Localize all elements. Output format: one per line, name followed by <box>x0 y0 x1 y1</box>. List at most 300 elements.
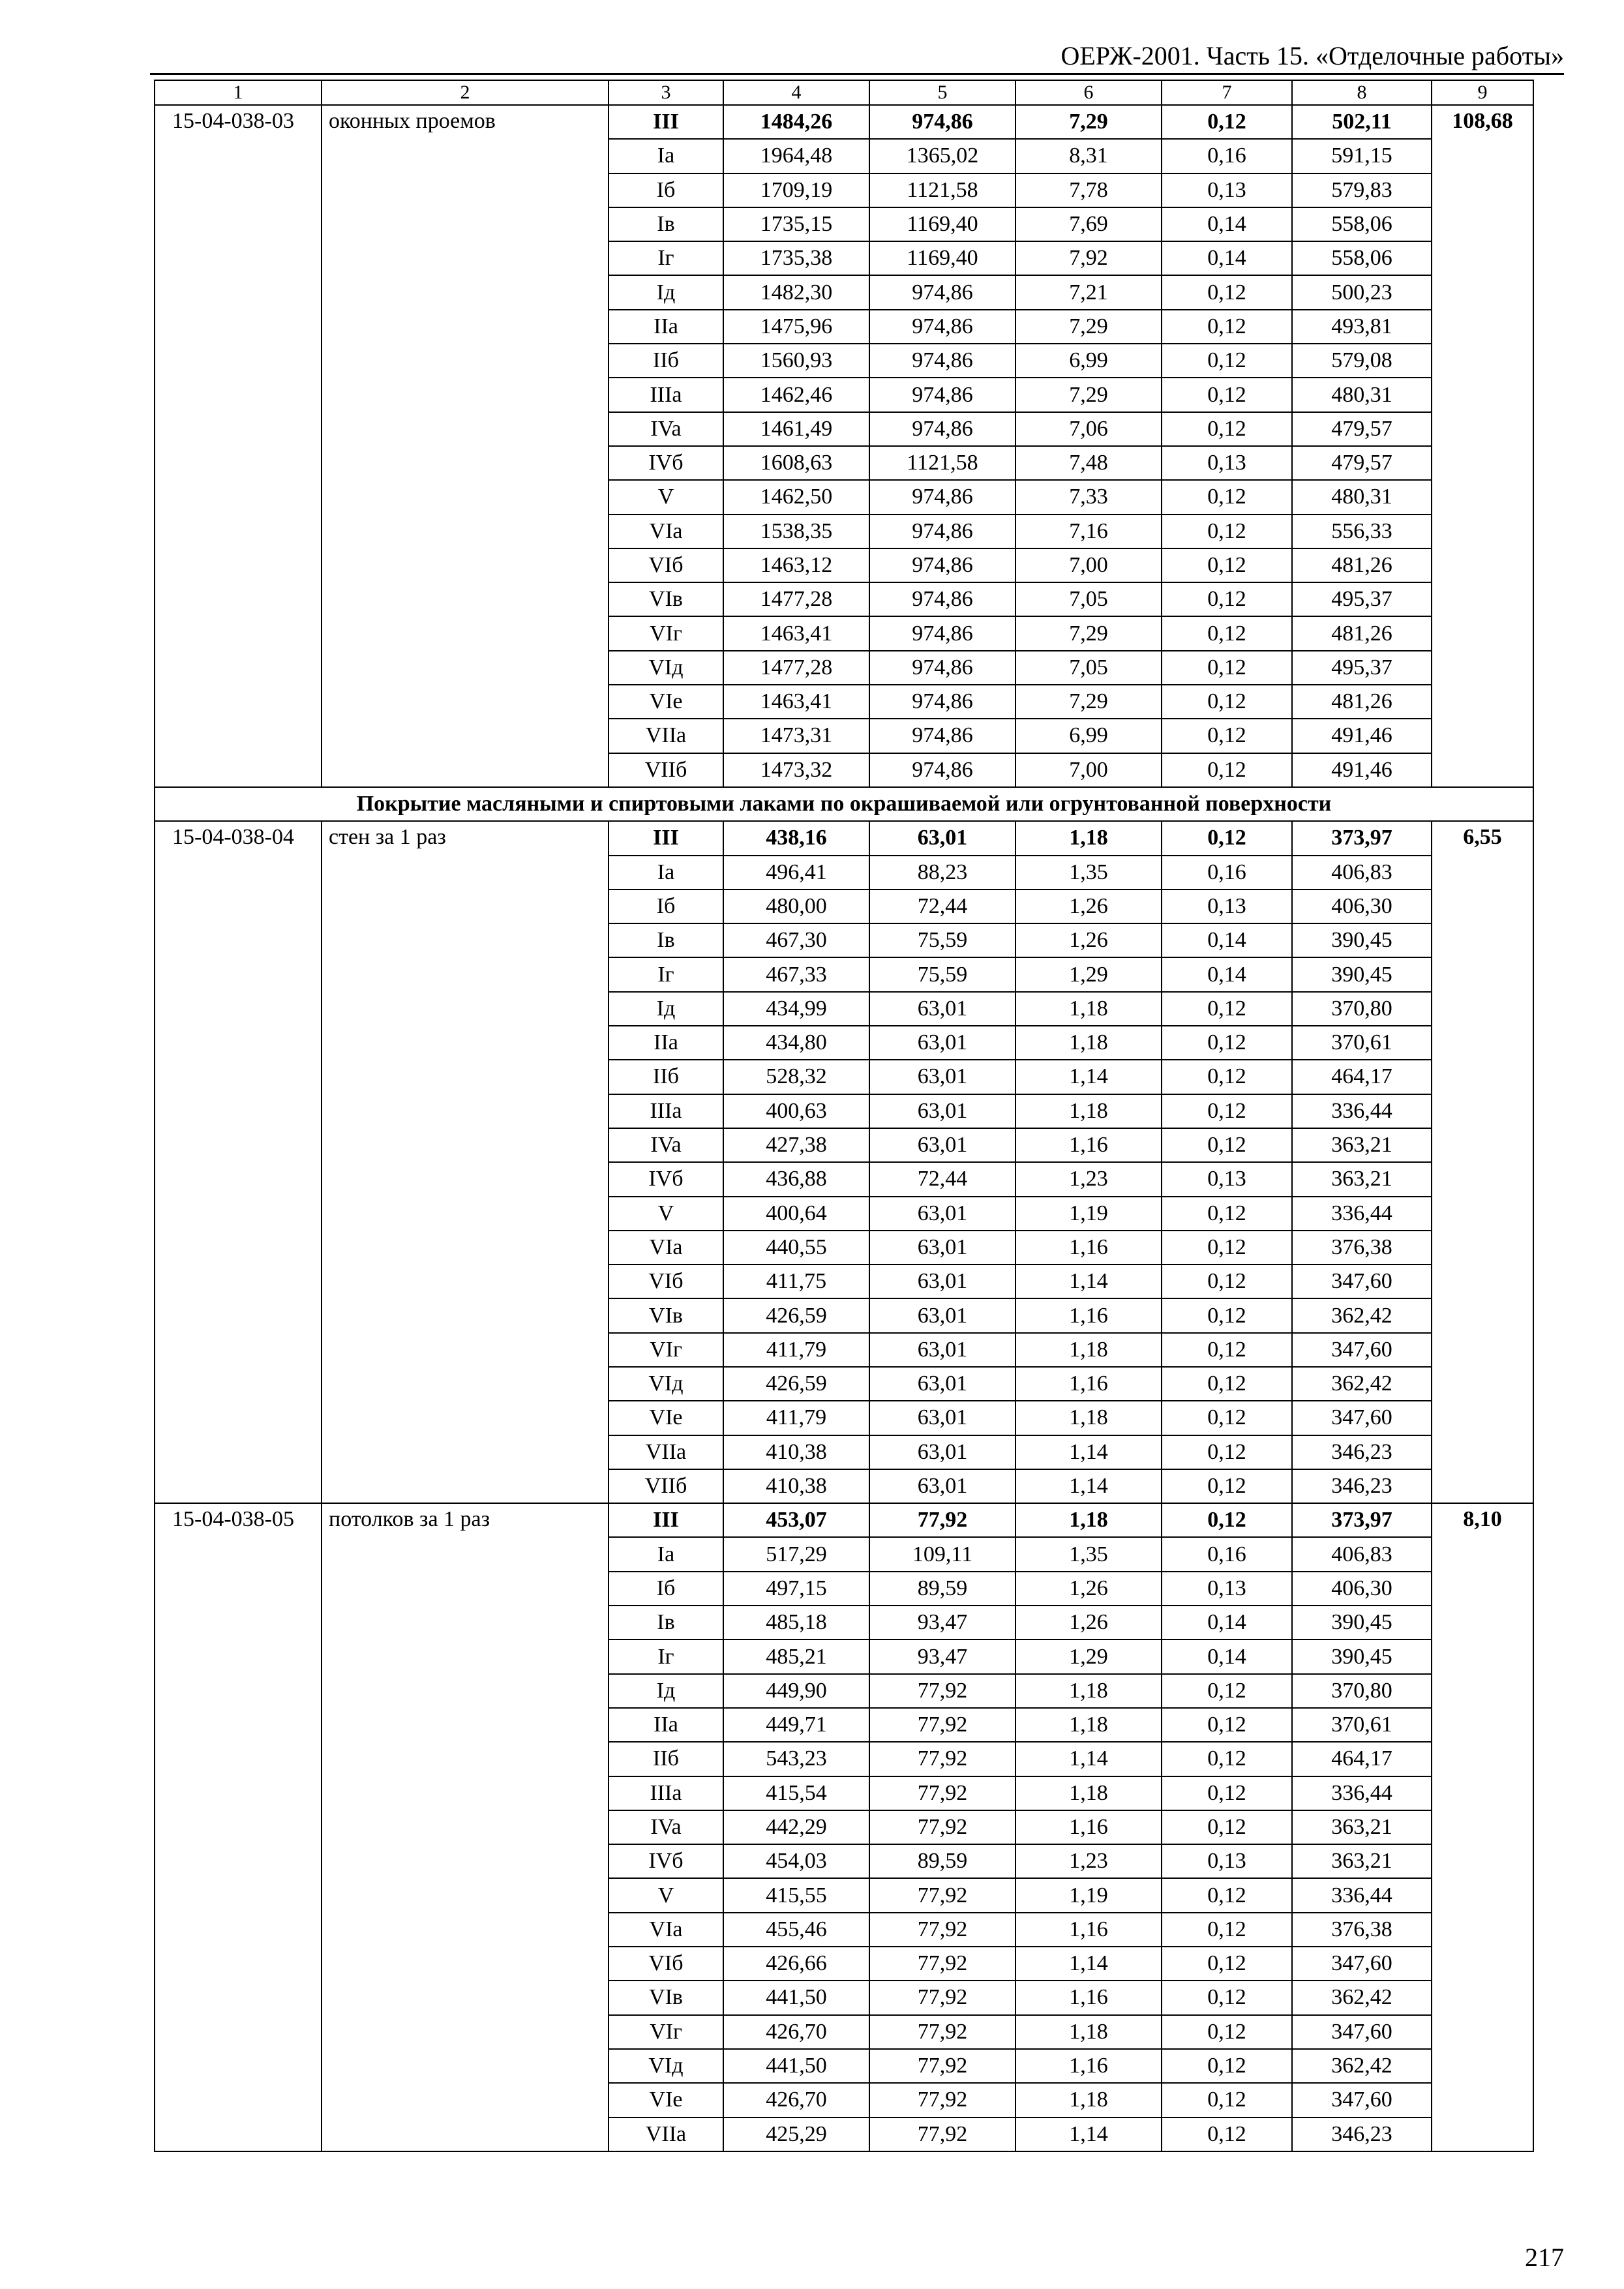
table-row <box>155 821 1533 855</box>
wages-cell: 72,44 <box>869 1162 1015 1196</box>
wages-cell: 63,01 <box>869 1333 1015 1367</box>
materials-cell: 591,15 <box>1292 139 1432 173</box>
machines-cell: 1,18 <box>1015 1401 1162 1435</box>
machines-cell: 1,26 <box>1015 1606 1162 1639</box>
zone-cell: VIг <box>609 616 723 650</box>
drivers-wages-cell: 0,12 <box>1162 2117 1292 2151</box>
total-cost-cell: 426,70 <box>723 2083 869 2117</box>
table-body <box>155 105 1533 2151</box>
total-cost-cell: 1475,96 <box>723 310 869 344</box>
drivers-wages-cell: 0,12 <box>1162 2083 1292 2117</box>
machines-cell: 1,19 <box>1015 1197 1162 1231</box>
materials-cell: 481,26 <box>1292 685 1432 719</box>
zone-cell: Ia <box>609 856 723 890</box>
machines-cell: 7,29 <box>1015 310 1162 344</box>
drivers-wages-cell: 0,12 <box>1162 992 1292 1026</box>
materials-cell: 362,42 <box>1292 1298 1432 1332</box>
zone-cell: VIIб <box>609 1469 723 1503</box>
wages-cell: 63,01 <box>869 821 1015 855</box>
rate-code-cell: 15-04-038-04 <box>155 821 322 1503</box>
machines-cell: 1,14 <box>1015 1947 1162 1981</box>
wages-cell: 77,92 <box>869 2015 1015 2049</box>
total-cost-cell: 1484,26 <box>723 105 869 139</box>
drivers-wages-cell: 0,12 <box>1162 1981 1292 2014</box>
machines-cell: 1,16 <box>1015 1128 1162 1162</box>
materials-cell: 346,23 <box>1292 1435 1432 1469</box>
zone-cell: IIб <box>609 344 723 378</box>
materials-cell: 406,30 <box>1292 1572 1432 1606</box>
materials-cell: 390,45 <box>1292 957 1432 991</box>
zone-cell: Iб <box>609 890 723 923</box>
drivers-wages-cell: 0,12 <box>1162 753 1292 787</box>
machines-cell: 1,16 <box>1015 2049 1162 2083</box>
machines-cell: 6,99 <box>1015 719 1162 753</box>
materials-cell: 347,60 <box>1292 1333 1432 1367</box>
total-cost-cell: 442,29 <box>723 1810 869 1844</box>
machines-cell: 1,18 <box>1015 1674 1162 1708</box>
drivers-wages-cell: 0,12 <box>1162 1128 1292 1162</box>
drivers-wages-cell: 0,12 <box>1162 1810 1292 1844</box>
materials-cell: 406,83 <box>1292 1537 1432 1571</box>
drivers-wages-cell: 0,12 <box>1162 2015 1292 2049</box>
zone-cell: IIIa <box>609 1094 723 1128</box>
drivers-wages-cell: 0,12 <box>1162 378 1292 411</box>
wages-cell: 77,92 <box>869 1674 1015 1708</box>
machines-cell: 7,29 <box>1015 378 1162 411</box>
drivers-wages-cell: 0,12 <box>1162 1060 1292 1094</box>
zone-cell: IIб <box>609 1060 723 1094</box>
total-cost-cell: 1463,41 <box>723 685 869 719</box>
total-cost-cell: 485,18 <box>723 1606 869 1639</box>
column-number: 5 <box>869 80 1015 105</box>
machines-cell: 7,78 <box>1015 173 1162 207</box>
drivers-wages-cell: 0,12 <box>1162 1231 1292 1264</box>
materials-cell: 500,23 <box>1292 275 1432 309</box>
total-cost-cell: 1463,41 <box>723 616 869 650</box>
zone-cell: Iв <box>609 923 723 957</box>
drivers-wages-cell: 0,12 <box>1162 1878 1292 1912</box>
materials-cell: 347,60 <box>1292 1947 1432 1981</box>
wages-cell: 63,01 <box>869 1026 1015 1060</box>
machines-cell: 1,16 <box>1015 1298 1162 1332</box>
zone-cell: VIв <box>609 1298 723 1332</box>
machines-cell: 1,29 <box>1015 957 1162 991</box>
machines-cell: 1,23 <box>1015 1844 1162 1878</box>
materials-cell: 346,23 <box>1292 1469 1432 1503</box>
total-cost-cell: 1477,28 <box>723 651 869 685</box>
total-cost-cell: 1473,31 <box>723 719 869 753</box>
drivers-wages-cell: 0,16 <box>1162 139 1292 173</box>
wages-cell: 77,92 <box>869 2083 1015 2117</box>
machines-cell: 1,18 <box>1015 1333 1162 1367</box>
zone-cell: VIб <box>609 548 723 582</box>
total-cost-cell: 1462,46 <box>723 378 869 411</box>
wages-cell: 77,92 <box>869 2049 1015 2083</box>
zone-cell: Iб <box>609 173 723 207</box>
total-cost-cell: 1608,63 <box>723 446 869 480</box>
wages-cell: 93,47 <box>869 1606 1015 1639</box>
column-number: 9 <box>1432 80 1533 105</box>
total-cost-cell: 1735,38 <box>723 241 869 275</box>
zone-cell: VIa <box>609 515 723 548</box>
wages-cell: 109,11 <box>869 1537 1015 1571</box>
machines-cell: 7,69 <box>1015 207 1162 241</box>
materials-cell: 479,57 <box>1292 412 1432 446</box>
zone-cell: III <box>609 1503 723 1537</box>
total-cost-cell: 400,63 <box>723 1094 869 1128</box>
machines-cell: 1,14 <box>1015 1264 1162 1298</box>
zone-cell: VIIб <box>609 753 723 787</box>
wages-cell: 974,86 <box>869 685 1015 719</box>
zone-cell: V <box>609 1197 723 1231</box>
zone-cell: VIв <box>609 1981 723 2014</box>
total-cost-cell: 485,21 <box>723 1639 869 1673</box>
machines-cell: 7,00 <box>1015 548 1162 582</box>
column-number: 6 <box>1015 80 1162 105</box>
machines-cell: 1,14 <box>1015 2117 1162 2151</box>
total-cost-cell: 1735,15 <box>723 207 869 241</box>
column-number: 7 <box>1162 80 1292 105</box>
machines-cell: 1,16 <box>1015 1913 1162 1947</box>
zone-cell: VIб <box>609 1264 723 1298</box>
total-cost-cell: 426,59 <box>723 1298 869 1332</box>
materials-cell: 579,08 <box>1292 344 1432 378</box>
materials-cell: 370,61 <box>1292 1708 1432 1742</box>
zone-cell: Iд <box>609 1674 723 1708</box>
materials-cell: 495,37 <box>1292 651 1432 685</box>
total-cost-cell: 480,00 <box>723 890 869 923</box>
work-description-cell: оконных проемов <box>322 105 609 787</box>
total-cost-cell: 441,50 <box>723 1981 869 2014</box>
drivers-wages-cell: 0,12 <box>1162 310 1292 344</box>
machines-cell: 1,18 <box>1015 1094 1162 1128</box>
materials-cell: 491,46 <box>1292 753 1432 787</box>
materials-cell: 493,81 <box>1292 310 1432 344</box>
total-cost-cell: 1461,49 <box>723 412 869 446</box>
materials-cell: 480,31 <box>1292 480 1432 514</box>
total-cost-cell: 400,64 <box>723 1197 869 1231</box>
materials-cell: 362,42 <box>1292 2049 1432 2083</box>
drivers-wages-cell: 0,12 <box>1162 1708 1292 1742</box>
zone-cell: VIe <box>609 685 723 719</box>
machines-cell: 1,18 <box>1015 821 1162 855</box>
wages-cell: 63,01 <box>869 1401 1015 1435</box>
total-cost-cell: 528,32 <box>723 1060 869 1094</box>
wages-cell: 77,92 <box>869 1503 1015 1537</box>
machines-cell: 1,18 <box>1015 2083 1162 2117</box>
total-cost-cell: 441,50 <box>723 2049 869 2083</box>
zone-cell: IVa <box>609 1810 723 1844</box>
total-cost-cell: 543,23 <box>723 1742 869 1776</box>
table-row <box>155 1503 1533 1537</box>
machines-cell: 6,99 <box>1015 344 1162 378</box>
materials-cell: 347,60 <box>1292 2015 1432 2049</box>
total-cost-cell: 410,38 <box>723 1469 869 1503</box>
zone-cell: IIa <box>609 310 723 344</box>
zone-cell: Ia <box>609 1537 723 1571</box>
machines-cell: 7,29 <box>1015 616 1162 650</box>
wages-cell: 63,01 <box>869 1435 1015 1469</box>
zone-cell: VIб <box>609 1947 723 1981</box>
machines-cell: 1,16 <box>1015 1367 1162 1401</box>
drivers-wages-cell: 0,12 <box>1162 1298 1292 1332</box>
wages-cell: 1169,40 <box>869 241 1015 275</box>
wages-cell: 77,92 <box>869 1913 1015 1947</box>
column-number-row <box>155 80 1533 105</box>
total-cost-cell: 425,29 <box>723 2117 869 2151</box>
zone-cell: IVa <box>609 1128 723 1162</box>
total-cost-cell: 517,29 <box>723 1537 869 1571</box>
drivers-wages-cell: 0,14 <box>1162 207 1292 241</box>
total-cost-cell: 454,03 <box>723 1844 869 1878</box>
wages-cell: 974,86 <box>869 582 1015 616</box>
materials-cell: 390,45 <box>1292 923 1432 957</box>
column-number: 3 <box>609 80 723 105</box>
wages-cell: 974,86 <box>869 651 1015 685</box>
rate-code-cell: 15-04-038-03 <box>155 105 322 787</box>
materials-cell: 336,44 <box>1292 1094 1432 1128</box>
drivers-wages-cell: 0,12 <box>1162 821 1292 855</box>
rate-code-cell: 15-04-038-05 <box>155 1503 322 2151</box>
machines-cell: 1,23 <box>1015 1162 1162 1196</box>
zone-cell: VIe <box>609 2083 723 2117</box>
machines-cell: 7,29 <box>1015 105 1162 139</box>
zone-cell: VIв <box>609 582 723 616</box>
wages-cell: 75,59 <box>869 957 1015 991</box>
work-description-cell: стен за 1 раз <box>322 821 609 1503</box>
materials-cell: 376,38 <box>1292 1913 1432 1947</box>
machines-cell: 1,26 <box>1015 1572 1162 1606</box>
zone-cell: VIд <box>609 2049 723 2083</box>
materials-cell: 347,60 <box>1292 2083 1432 2117</box>
wages-cell: 63,01 <box>869 1231 1015 1264</box>
wages-cell: 974,86 <box>869 753 1015 787</box>
drivers-wages-cell: 0,12 <box>1162 1913 1292 1947</box>
zone-cell: Iд <box>609 275 723 309</box>
wages-cell: 974,86 <box>869 515 1015 548</box>
total-cost-cell: 410,38 <box>723 1435 869 1469</box>
zone-cell: IIIa <box>609 378 723 411</box>
table-row <box>155 105 1533 139</box>
zone-cell: VIд <box>609 1367 723 1401</box>
wages-cell: 77,92 <box>869 2117 1015 2151</box>
page-number: 217 <box>1525 2243 1564 2272</box>
wages-cell: 88,23 <box>869 856 1015 890</box>
total-cost-cell: 1709,19 <box>723 173 869 207</box>
total-cost-cell: 436,88 <box>723 1162 869 1196</box>
wages-cell: 63,01 <box>869 1367 1015 1401</box>
zone-cell: Iг <box>609 241 723 275</box>
zone-cell: V <box>609 480 723 514</box>
materials-cell: 495,37 <box>1292 582 1432 616</box>
drivers-wages-cell: 0,12 <box>1162 1776 1292 1810</box>
zone-cell: Iд <box>609 992 723 1026</box>
materials-cell: 558,06 <box>1292 241 1432 275</box>
wages-cell: 89,59 <box>869 1572 1015 1606</box>
zone-cell: VIIa <box>609 1435 723 1469</box>
machines-cell: 1,14 <box>1015 1060 1162 1094</box>
drivers-wages-cell: 0,12 <box>1162 1401 1292 1435</box>
materials-cell: 481,26 <box>1292 548 1432 582</box>
total-cost-cell: 434,80 <box>723 1026 869 1060</box>
materials-cell: 558,06 <box>1292 207 1432 241</box>
total-cost-cell: 415,54 <box>723 1776 869 1810</box>
zone-cell: IVб <box>609 1162 723 1196</box>
wages-cell: 77,92 <box>869 1708 1015 1742</box>
section-heading: Покрытие масляными и спиртовыми лаками по окрашиваемой или огрунтованной поверхности <box>155 787 1533 821</box>
zone-cell: Iг <box>609 957 723 991</box>
wages-cell: 1121,58 <box>869 173 1015 207</box>
wages-cell: 974,86 <box>869 548 1015 582</box>
total-cost-cell: 434,99 <box>723 992 869 1026</box>
total-cost-cell: 449,71 <box>723 1708 869 1742</box>
wages-cell: 93,47 <box>869 1639 1015 1673</box>
zone-cell: IIa <box>609 1026 723 1060</box>
zone-cell: VIa <box>609 1913 723 1947</box>
wages-cell: 77,92 <box>869 1776 1015 1810</box>
materials-cell: 336,44 <box>1292 1776 1432 1810</box>
wages-cell: 974,86 <box>869 105 1015 139</box>
wages-cell: 1365,02 <box>869 139 1015 173</box>
wages-cell: 72,44 <box>869 890 1015 923</box>
drivers-wages-cell: 0,12 <box>1162 582 1292 616</box>
drivers-wages-cell: 0,12 <box>1162 412 1292 446</box>
machines-cell: 1,16 <box>1015 1981 1162 2014</box>
drivers-wages-cell: 0,12 <box>1162 1674 1292 1708</box>
wages-cell: 75,59 <box>869 923 1015 957</box>
total-cost-cell: 411,75 <box>723 1264 869 1298</box>
drivers-wages-cell: 0,12 <box>1162 1435 1292 1469</box>
drivers-wages-cell: 0,12 <box>1162 480 1292 514</box>
machines-cell: 1,18 <box>1015 1503 1162 1537</box>
machines-cell: 1,26 <box>1015 923 1162 957</box>
machines-cell: 7,16 <box>1015 515 1162 548</box>
total-cost-cell: 411,79 <box>723 1401 869 1435</box>
total-cost-cell: 427,38 <box>723 1128 869 1162</box>
total-cost-cell: 1964,48 <box>723 139 869 173</box>
labor-cost-cell: 6,55 <box>1432 821 1533 1503</box>
zone-cell: IVб <box>609 446 723 480</box>
total-cost-cell: 1463,12 <box>723 548 869 582</box>
drivers-wages-cell: 0,12 <box>1162 1469 1292 1503</box>
wages-cell: 77,92 <box>869 1981 1015 2014</box>
machines-cell: 1,18 <box>1015 1708 1162 1742</box>
machines-cell: 7,29 <box>1015 685 1162 719</box>
wages-cell: 974,86 <box>869 480 1015 514</box>
materials-cell: 363,21 <box>1292 1162 1432 1196</box>
zone-cell: Ia <box>609 139 723 173</box>
wages-cell: 1169,40 <box>869 207 1015 241</box>
zone-cell: IVб <box>609 1844 723 1878</box>
materials-cell: 406,30 <box>1292 890 1432 923</box>
header-rule <box>150 73 1564 75</box>
wages-cell: 63,01 <box>869 1469 1015 1503</box>
materials-cell: 370,80 <box>1292 992 1432 1026</box>
drivers-wages-cell: 0,12 <box>1162 548 1292 582</box>
machines-cell: 1,18 <box>1015 992 1162 1026</box>
total-cost-cell: 455,46 <box>723 1913 869 1947</box>
wages-cell: 1121,58 <box>869 446 1015 480</box>
wages-cell: 63,01 <box>869 1298 1015 1332</box>
total-cost-cell: 438,16 <box>723 821 869 855</box>
drivers-wages-cell: 0,14 <box>1162 1606 1292 1639</box>
drivers-wages-cell: 0,12 <box>1162 1264 1292 1298</box>
drivers-wages-cell: 0,12 <box>1162 344 1292 378</box>
materials-cell: 373,97 <box>1292 1503 1432 1537</box>
wages-cell: 77,92 <box>869 1947 1015 1981</box>
zone-cell: III <box>609 105 723 139</box>
machines-cell: 1,26 <box>1015 890 1162 923</box>
drivers-wages-cell: 0,12 <box>1162 275 1292 309</box>
zone-cell: Iв <box>609 207 723 241</box>
drivers-wages-cell: 0,14 <box>1162 1639 1292 1673</box>
zone-cell: IIIa <box>609 1776 723 1810</box>
zone-cell: VIг <box>609 1333 723 1367</box>
materials-cell: 336,44 <box>1292 1878 1432 1912</box>
total-cost-cell: 1462,50 <box>723 480 869 514</box>
zone-cell: III <box>609 821 723 855</box>
total-cost-cell: 496,41 <box>723 856 869 890</box>
machines-cell: 7,00 <box>1015 753 1162 787</box>
zone-cell: IIa <box>609 1708 723 1742</box>
total-cost-cell: 415,55 <box>723 1878 869 1912</box>
materials-cell: 347,60 <box>1292 1401 1432 1435</box>
drivers-wages-cell: 0,12 <box>1162 616 1292 650</box>
labor-cost-cell: 8,10 <box>1432 1503 1533 2151</box>
drivers-wages-cell: 0,12 <box>1162 651 1292 685</box>
materials-cell: 579,83 <box>1292 173 1432 207</box>
materials-cell: 370,80 <box>1292 1674 1432 1708</box>
zone-cell: VIIa <box>609 719 723 753</box>
materials-cell: 347,60 <box>1292 1264 1432 1298</box>
machines-cell: 1,16 <box>1015 1231 1162 1264</box>
machines-cell: 1,29 <box>1015 1639 1162 1673</box>
drivers-wages-cell: 0,13 <box>1162 1844 1292 1878</box>
drivers-wages-cell: 0,12 <box>1162 1947 1292 1981</box>
zone-cell: VIIa <box>609 2117 723 2151</box>
materials-cell: 363,21 <box>1292 1128 1432 1162</box>
materials-cell: 481,26 <box>1292 616 1432 650</box>
machines-cell: 1,18 <box>1015 2015 1162 2049</box>
drivers-wages-cell: 0,14 <box>1162 923 1292 957</box>
drivers-wages-cell: 0,13 <box>1162 1572 1292 1606</box>
materials-cell: 336,44 <box>1292 1197 1432 1231</box>
drivers-wages-cell: 0,12 <box>1162 515 1292 548</box>
section-heading-row <box>155 787 1533 821</box>
total-cost-cell: 497,15 <box>723 1572 869 1606</box>
machines-cell: 7,92 <box>1015 241 1162 275</box>
total-cost-cell: 426,66 <box>723 1947 869 1981</box>
materials-cell: 556,33 <box>1292 515 1432 548</box>
machines-cell: 7,06 <box>1015 412 1162 446</box>
machines-cell: 1,35 <box>1015 856 1162 890</box>
zone-cell: Iв <box>609 1606 723 1639</box>
zone-cell: VIг <box>609 2015 723 2049</box>
materials-cell: 362,42 <box>1292 1367 1432 1401</box>
drivers-wages-cell: 0,12 <box>1162 1742 1292 1776</box>
materials-cell: 406,83 <box>1292 856 1432 890</box>
total-cost-cell: 1538,35 <box>723 515 869 548</box>
machines-cell: 1,14 <box>1015 1469 1162 1503</box>
drivers-wages-cell: 0,12 <box>1162 1503 1292 1537</box>
wages-cell: 974,86 <box>869 310 1015 344</box>
materials-cell: 390,45 <box>1292 1606 1432 1639</box>
materials-cell: 464,17 <box>1292 1742 1432 1776</box>
wages-cell: 974,86 <box>869 344 1015 378</box>
machines-cell: 7,05 <box>1015 651 1162 685</box>
materials-cell: 390,45 <box>1292 1639 1432 1673</box>
machines-cell: 7,48 <box>1015 446 1162 480</box>
